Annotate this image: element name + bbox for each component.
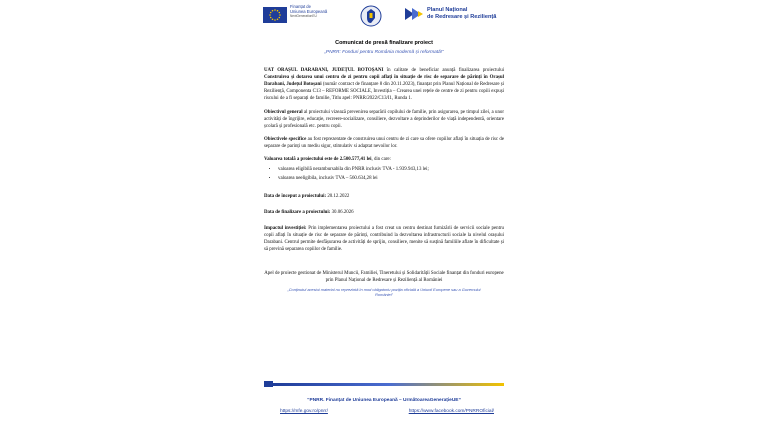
footer-stripe: [264, 381, 504, 387]
impact-label: Impactul investiției:: [264, 226, 307, 232]
project-name: Construirea și dotarea unui centru de zi pentru copii aflați în situație de risc de separare de părinți în Orașul Darabani, Județul Botoșani: [264, 75, 504, 88]
start-date-value: 20.12.2022: [326, 193, 350, 199]
footer-gradient-line: [273, 383, 504, 386]
intro-paragraph: [264, 67, 504, 103]
start-date-line: [264, 193, 504, 200]
government-crest-icon: [360, 5, 382, 32]
mfe-pnrr-link[interactable]: https://mfe.gov.ro/pnrr/: [280, 409, 328, 414]
press-release-title: Comunicat de presă finalizare proiect: [335, 40, 433, 46]
beneficiary-name: UAT ORAȘUL DARABANI, JUDEȚUL BOTOȘANI: [264, 68, 384, 73]
logo-header: [250, 5, 518, 27]
pnrr-arrow-icon: [404, 6, 424, 22]
end-date-line: [264, 209, 504, 216]
eu-logo-text: [290, 5, 327, 18]
project-value-paragraph: [264, 156, 504, 163]
eu-logo-line2: Uniunea Europeană: [290, 8, 328, 14]
pnrr-logo-text: [427, 7, 496, 20]
document-page: [250, 0, 518, 432]
footer-links: [280, 409, 494, 414]
eu-logo-line3: NextGenerationEU: [290, 13, 317, 18]
project-value-label: Valoarea totală a proiectului este de 2.500.577,41 lei: [264, 157, 372, 163]
intro-text-a: în calitate de beneficiar anunță finalizarea proiectului: [383, 68, 505, 73]
value-breakdown-list: [264, 166, 504, 184]
general-objective-paragraph: [264, 109, 504, 130]
funding-slogan: “PNRR. Finanțat de Uniunea Europeană – UrmătoareaGenerațieUE”: [307, 398, 461, 403]
project-value-suffix: , din care:: [371, 157, 391, 163]
specific-objectives-text: au fost reprezentate de construirea unui centru de zi care sa ofere copiilor aflați în situația de risc de separare de parinți un mediu sigur, stimulativ si adaptat nevoilor lor.: [264, 136, 504, 149]
intro-text-b: (număr contract de finanțare 8 din 20.11.2023), finanțat prin Planul Național de Redresare și Reziliență, Componenta C13 – REFORME SOCIALE, Investiția – Crearea unei rețele de centre de zi pentru copiii expuși riscului de a fi separați de familie, Titlu apel: PNRR/2022/C13/I1, Runda 1.: [264, 82, 505, 102]
start-date-label: Data de început a proiectului:: [264, 193, 327, 199]
list-item: • valoarea eligibilă nerambursabila din PNRR inclusiv TVA - 1.939.943,13 lei;: [278, 166, 504, 175]
eu-flag-icon: [263, 7, 287, 23]
impact-text: Prin implementarea proiectului a fost creat un centru destinat furnizării de servicii sociale pentru copii aflați în situație de risc de separare de părinți, contribuind la dezvoltarea infrastructurii sociale la nivelul orașului Darabani. Centrul permite desfășurarea de activități de sprijin, consiliere, menite să susțină familiile aflate în dificultate și să prevină separarea copiilor de familie.: [264, 226, 504, 253]
disclaimer-text: „Conținutul acestui material nu reprezintă în mod obligatoriu poziția oficială a Uniunii Europene sau a Guvernului României”: [287, 286, 481, 298]
pnrr-logo: [404, 6, 496, 22]
footer-eu-flag-icon: [264, 381, 273, 387]
end-date-value: 30.06.2026: [330, 209, 354, 215]
pnrr-logo-line2: de Redresare și Reziliență: [427, 14, 497, 20]
call-management-note: Apel de proiecte gestionat de Ministerul Muncii, Familiei, Tineretului și Solidarității Sociale finanțat din fonduri europene prin Planul Național de Redresare și Reziliență al României: [264, 270, 504, 283]
press-release-subtitle: „PNRR: Fonduri pentru România modernă și reformată!”: [324, 50, 444, 55]
list-item: • valoarea neeligibila, inclusiv TVA – 560.634,28 lei: [278, 175, 504, 184]
end-date-label: Data de finalizare a proiectului:: [264, 209, 331, 215]
document-body: [264, 40, 504, 298]
impact-paragraph: [264, 225, 504, 253]
eu-logo-line1: Finanțat de: [290, 4, 311, 9]
general-objective-text: al proiectului vizează prevenirea separării copilului de familie, prin asigurarea, pe timpul zilei, a unor activități de îngrijire, educație, recreere-socializare, consiliere, dezvoltare a deprinderilor de viață independentă, orientare școlară și profesională etc. pentru copii.: [264, 109, 504, 129]
general-objective-label: Obiectivul general: [264, 109, 303, 115]
pnrr-logo-line1: Planul Național: [427, 7, 468, 14]
facebook-pnrr-link[interactable]: https://www.facebook.com/PNRROficial/: [408, 409, 494, 414]
eu-logo: [263, 5, 327, 27]
specific-objectives-paragraph: [264, 136, 504, 150]
specific-objectives-label: Obiectivele specifice: [264, 136, 307, 142]
